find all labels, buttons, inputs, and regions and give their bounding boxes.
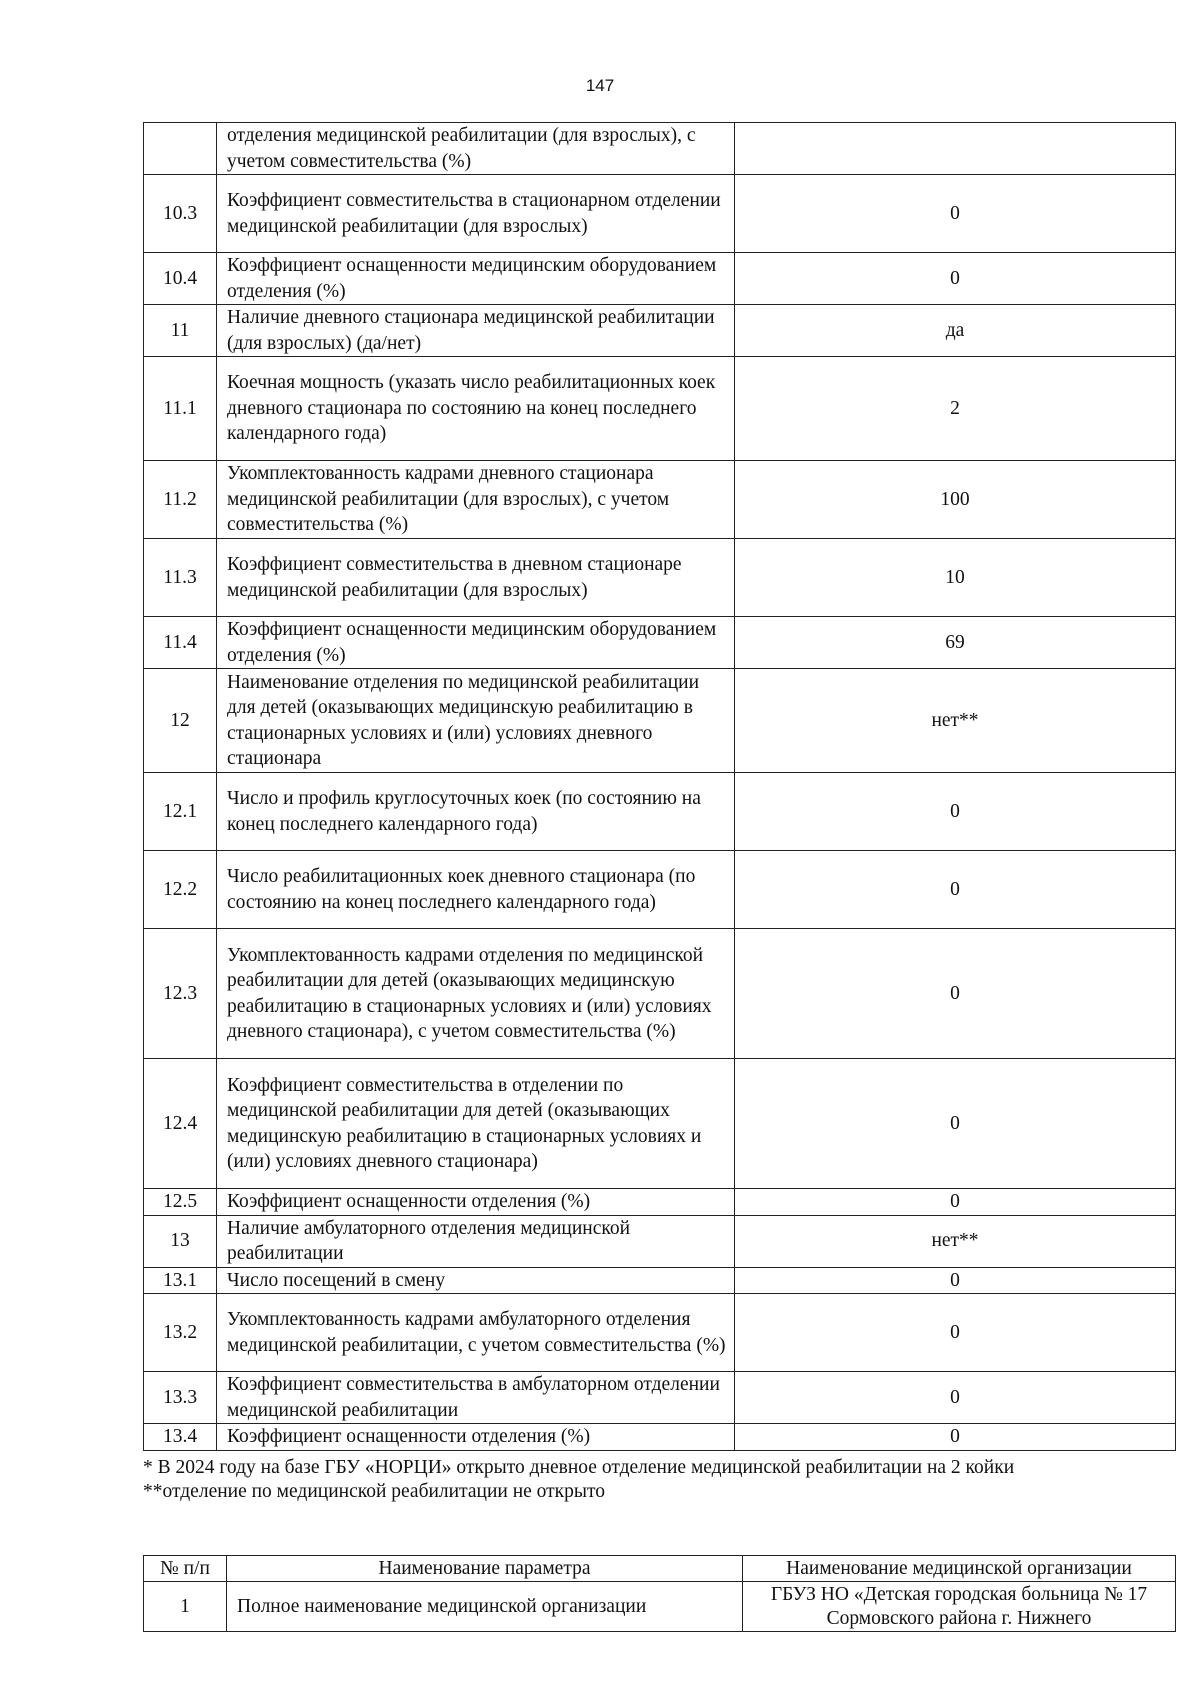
table-row xyxy=(144,175,1176,253)
row-parameter: Полное наименование медицинской организации xyxy=(227,1582,743,1632)
row-parameter: Коэффициент совместительства в отделении по медицинской реабилитации для детей (оказывающих медицинскую реабилитацию в стационарных условиях и (или) условиях дневного стационара) xyxy=(217,1059,735,1189)
row-number: 11.2 xyxy=(144,461,217,539)
table-row xyxy=(144,1372,1176,1424)
row-parameter: Наличие амбулаторного отделения медицинской реабилитации xyxy=(217,1215,735,1267)
header-number: № п/п xyxy=(144,1556,227,1582)
row-number: 10.3 xyxy=(144,175,217,253)
row-number: 10.4 xyxy=(144,253,217,305)
row-value: 0 xyxy=(735,1059,1176,1189)
row-parameter: Коэффициент совместительства в дневном стационаре медицинской реабилитации (для взрослых) xyxy=(217,539,735,617)
row-value: 0 xyxy=(735,1372,1176,1424)
row-parameter: Наличие дневного стационара медицинской реабилитации (для взрослых) (да/нет) xyxy=(217,305,735,357)
row-parameter: Коечная мощность (указать число реабилитационных коек дневного стационара по состоянию на конец последнего календарного года) xyxy=(217,357,735,461)
row-parameter: Число реабилитационных коек дневного стационара (по состоянию на конец последнего календарного года) xyxy=(217,851,735,929)
row-value: 0 xyxy=(735,175,1176,253)
footnote-2: **отделение по медицинской реабилитации не открыто xyxy=(143,1481,606,1502)
row-value: 0 xyxy=(735,253,1176,305)
row-value: 0 xyxy=(735,1294,1176,1372)
row-value: 100 xyxy=(735,461,1176,539)
row-parameter: Коэффициент оснащенности отделения (%) xyxy=(217,1424,735,1451)
table-row xyxy=(144,773,1176,851)
row-value: 2 xyxy=(735,357,1176,461)
row-number: 13.2 xyxy=(144,1294,217,1372)
table-row xyxy=(144,253,1176,305)
row-number: 12.4 xyxy=(144,1059,217,1189)
page-number: 147 xyxy=(585,76,615,95)
footnote-1: * В 2024 году на базе ГБУ «НОРЦИ» открыто дневное отделение медицинской реабилитации на 2 койки xyxy=(143,1457,1015,1478)
row-value: 69 xyxy=(735,617,1176,669)
table-row xyxy=(144,1059,1176,1189)
row-parameter: Число и профиль круглосуточных коек (по состоянию на конец последнего календарного года) xyxy=(217,773,735,851)
organization-table-header-row xyxy=(144,1556,1176,1582)
indicators-table xyxy=(143,122,1176,1451)
table-row xyxy=(144,123,1176,175)
table-row xyxy=(144,1215,1176,1267)
row-number: 13.3 xyxy=(144,1372,217,1424)
row-value: нет** xyxy=(735,1215,1176,1267)
row-number: 11.3 xyxy=(144,539,217,617)
organization-table xyxy=(143,1555,1176,1632)
table-row xyxy=(144,1267,1176,1294)
row-number: 11.4 xyxy=(144,617,217,669)
row-number: 1 xyxy=(144,1582,227,1632)
row-value: 10 xyxy=(735,539,1176,617)
row-parameter: Укомплектованность кадрами отделения по медицинской реабилитации для детей (оказывающих медицинскую реабилитацию в стационарных условиях и (или) условиях дневного стационара), с учетом совместительства (%) xyxy=(217,929,735,1059)
table-row xyxy=(144,929,1176,1059)
row-value: нет** xyxy=(735,669,1176,773)
table-row xyxy=(144,461,1176,539)
row-number: 11.1 xyxy=(144,357,217,461)
row-value: 0 xyxy=(735,1267,1176,1294)
row-value: 0 xyxy=(735,851,1176,929)
table-row xyxy=(144,357,1176,461)
table-row xyxy=(144,1424,1176,1451)
row-parameter: отделения медицинской реабилитации (для взрослых), с учетом совместительства (%) xyxy=(217,123,735,175)
row-number: 12.5 xyxy=(144,1189,217,1216)
header-organization: Наименование медицинской организации xyxy=(743,1556,1176,1582)
row-number xyxy=(144,123,217,175)
row-parameter: Наименование отделения по медицинской реабилитации для детей (оказывающих медицинскую реабилитацию в стационарных условиях и (или) условиях дневного стационара xyxy=(217,669,735,773)
row-value: 0 xyxy=(735,773,1176,851)
table-row xyxy=(144,305,1176,357)
row-number: 13.1 xyxy=(144,1267,217,1294)
row-value xyxy=(735,123,1176,175)
row-number: 12 xyxy=(144,669,217,773)
row-parameter: Коэффициент совместительства в стационарном отделении медицинской реабилитации (для взрослых) xyxy=(217,175,735,253)
row-parameter: Укомплектованность кадрами дневного стационара медицинской реабилитации (для взрослых), с учетом совместительства (%) xyxy=(217,461,735,539)
row-value: да xyxy=(735,305,1176,357)
row-parameter: Коэффициент оснащенности медицинским оборудованием отделения (%) xyxy=(217,617,735,669)
row-number: 12.3 xyxy=(144,929,217,1059)
row-parameter: Укомплектованность кадрами амбулаторного отделения медицинской реабилитации, с учетом совместительства (%) xyxy=(217,1294,735,1372)
row-number: 12.1 xyxy=(144,773,217,851)
row-value: 0 xyxy=(735,1189,1176,1216)
table-row xyxy=(144,1294,1176,1372)
footnotes xyxy=(143,1456,1143,1504)
row-organization-name: ГБУЗ НО «Детская городская больница № 17 Сормовского района г. Нижнего xyxy=(743,1582,1176,1632)
row-number: 13.4 xyxy=(144,1424,217,1451)
row-number: 12.2 xyxy=(144,851,217,929)
row-value: 0 xyxy=(735,929,1176,1059)
row-parameter: Коэффициент оснащенности отделения (%) xyxy=(217,1189,735,1216)
row-parameter: Коэффициент оснащенности медицинским оборудованием отделения (%) xyxy=(217,253,735,305)
table-row xyxy=(144,851,1176,929)
row-value: 0 xyxy=(735,1424,1176,1451)
table-row xyxy=(144,617,1176,669)
row-parameter: Коэффициент совместительства в амбулаторном отделении медицинской реабилитации xyxy=(217,1372,735,1424)
table-row xyxy=(144,1189,1176,1216)
header-parameter: Наименование параметра xyxy=(227,1556,743,1582)
table-row xyxy=(144,539,1176,617)
row-number: 11 xyxy=(144,305,217,357)
table-row xyxy=(144,669,1176,773)
organization-table-row xyxy=(144,1582,1176,1632)
row-number: 13 xyxy=(144,1215,217,1267)
row-parameter: Число посещений в смену xyxy=(217,1267,735,1294)
